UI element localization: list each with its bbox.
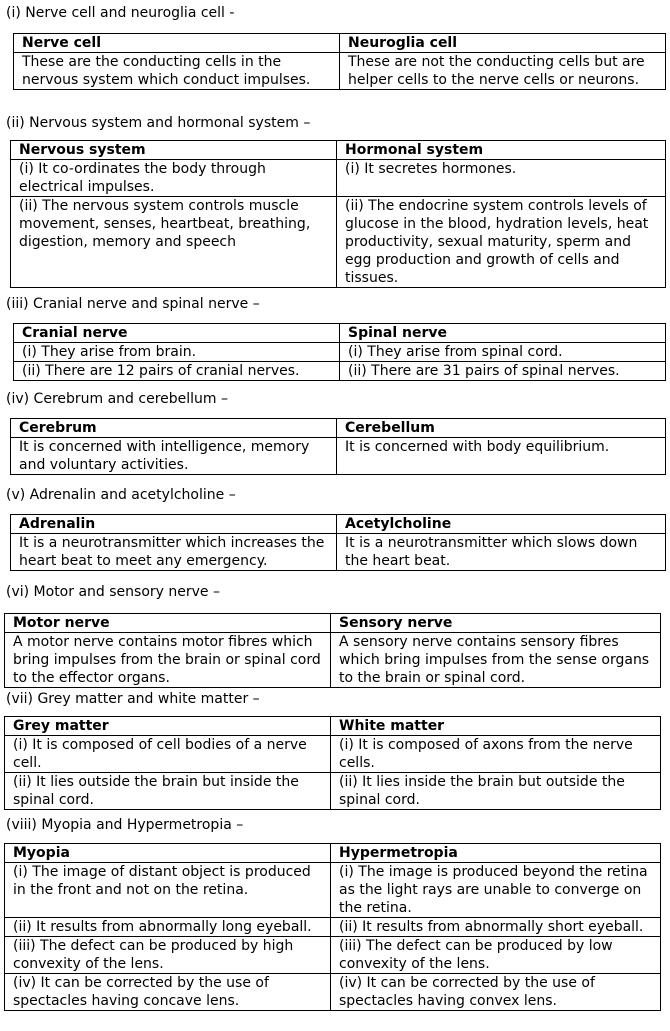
table-cell: (iv) It can be corrected by the use of spectacles having concave lens.: [5, 974, 331, 1011]
table-row: [11, 197, 666, 288]
table-cell: (i) It secretes hormones.: [337, 160, 666, 197]
column-header: Hypermetropia: [331, 844, 661, 863]
table-cell: (iv) It can be corrected by the use of spectacles having convex lens.: [331, 974, 661, 1011]
column-header: Myopia: [5, 844, 331, 863]
column-header: Hormonal system: [337, 141, 666, 160]
table-nervous-vs-hormonal: [10, 140, 666, 288]
table-grey-vs-white-matter: [4, 716, 661, 810]
section-heading-adrenalin-acetylcholine: (v) Adrenalin and acetylcholine –: [6, 487, 236, 503]
table-cell: It is a neurotransmitter which increases the heart beat to meet any emergency.: [11, 534, 337, 571]
column-header: Nerve cell: [14, 34, 340, 53]
table-cell: It is a neurotransmitter which slows down the heart beat.: [337, 534, 666, 571]
table-row: [5, 937, 661, 974]
table-cell: (i) It is composed of cell bodies of a nerve cell.: [5, 736, 331, 773]
table-cerebrum-vs-cerebellum: [10, 418, 666, 475]
column-header: White matter: [331, 717, 661, 736]
column-header: Motor nerve: [5, 614, 331, 633]
column-header: Neuroglia cell: [340, 34, 666, 53]
column-header: Cerebellum: [337, 419, 666, 438]
table-nerve-vs-neuroglia: [13, 33, 666, 90]
section-heading-motor-sensory: (vi) Motor and sensory nerve –: [6, 584, 220, 600]
table-row: [5, 974, 661, 1011]
table-cell: (i) The image is produced beyond the retina as the light rays are unable to converge on the retina.: [331, 863, 661, 918]
table-header-row: [11, 141, 666, 160]
table-cell: (ii) It lies outside the brain but inside the spinal cord.: [5, 773, 331, 810]
table-cell: It is concerned with body equilibrium.: [337, 438, 666, 475]
section-heading-nerve-neuroglia: (i) Nerve cell and neuroglia cell -: [6, 5, 235, 21]
table-cell: (i) It is composed of axons from the nerve cells.: [331, 736, 661, 773]
table-cell: (i) They arise from spinal cord.: [340, 343, 666, 362]
table-cell: (ii) It results from abnormally short eyeball.: [331, 918, 661, 937]
table-row: [11, 160, 666, 197]
table-row: [5, 863, 661, 918]
table-adrenalin-vs-acetylcholine: [10, 514, 666, 571]
section-heading-cranial-spinal: (iii) Cranial nerve and spinal nerve –: [6, 296, 260, 312]
table-header-row: [11, 515, 666, 534]
table-row: [14, 53, 666, 90]
column-header: Spinal nerve: [340, 324, 666, 343]
table-row: [5, 918, 661, 937]
table-row: [11, 438, 666, 475]
table-header-row: [5, 717, 661, 736]
table-cell: (iii) The defect can be produced by low convexity of the lens.: [331, 937, 661, 974]
table-header-row: [5, 614, 661, 633]
column-header: Adrenalin: [11, 515, 337, 534]
table-header-row: [14, 324, 666, 343]
table-motor-vs-sensory: [4, 613, 661, 688]
table-cell: (ii) It results from abnormally long eyeball.: [5, 918, 331, 937]
table-cell: It is concerned with intelligence, memory and voluntary activities.: [11, 438, 337, 475]
table-cell: (iii) The defect can be produced by high convexity of the lens.: [5, 937, 331, 974]
table-header-row: [5, 844, 661, 863]
section-heading-grey-white-matter: (vii) Grey matter and white matter –: [6, 691, 260, 707]
column-header: Cerebrum: [11, 419, 337, 438]
table-cell: These are not the conducting cells but are helper cells to the nerve cells or neurons.: [340, 53, 666, 90]
section-heading-myopia-hypermetropia: (viii) Myopia and Hypermetropia –: [6, 817, 244, 833]
table-cell: (i) It co-ordinates the body through electrical impulses.: [11, 160, 337, 197]
table-header-row: [14, 34, 666, 53]
table-cell: A motor nerve contains motor fibres which bring impulses from the brain or spinal cord to the effector organs.: [5, 633, 331, 688]
table-myopia-vs-hypermetropia: [4, 843, 661, 1011]
table-cell: (ii) The nervous system controls muscle movement, senses, heartbeat, breathing, digestion, memory and speech: [11, 197, 337, 288]
section-heading-cerebrum-cerebellum: (iv) Cerebrum and cerebellum –: [6, 391, 229, 407]
table-cell: (ii) The endocrine system controls levels of glucose in the blood, hydration levels, heat productivity, sexual maturity, sperm and egg production and growth of cells and tissues.: [337, 197, 666, 288]
table-cell: A sensory nerve contains sensory fibres which bring impulses from the sense organs to the brain or spinal cord.: [331, 633, 661, 688]
table-row: [14, 343, 666, 362]
table-cell: (ii) There are 12 pairs of cranial nerves.: [14, 362, 340, 381]
column-header: Cranial nerve: [14, 324, 340, 343]
column-header: Nervous system: [11, 141, 337, 160]
table-row: [5, 633, 661, 688]
column-header: Acetylcholine: [337, 515, 666, 534]
table-header-row: [11, 419, 666, 438]
table-cranial-vs-spinal: [13, 323, 666, 381]
column-header: Grey matter: [5, 717, 331, 736]
table-cell: (ii) It lies inside the brain but outside the spinal cord.: [331, 773, 661, 810]
table-row: [5, 773, 661, 810]
table-cell: (i) The image of distant object is produced in the front and not on the retina.: [5, 863, 331, 918]
table-row: [11, 534, 666, 571]
table-row: [5, 736, 661, 773]
section-heading-nervous-hormonal: (ii) Nervous system and hormonal system –: [6, 115, 311, 131]
table-cell: These are the conducting cells in the nervous system which conduct impulses.: [14, 53, 340, 90]
table-row: [14, 362, 666, 381]
table-cell: (ii) There are 31 pairs of spinal nerves.: [340, 362, 666, 381]
column-header: Sensory nerve: [331, 614, 661, 633]
table-cell: (i) They arise from brain.: [14, 343, 340, 362]
